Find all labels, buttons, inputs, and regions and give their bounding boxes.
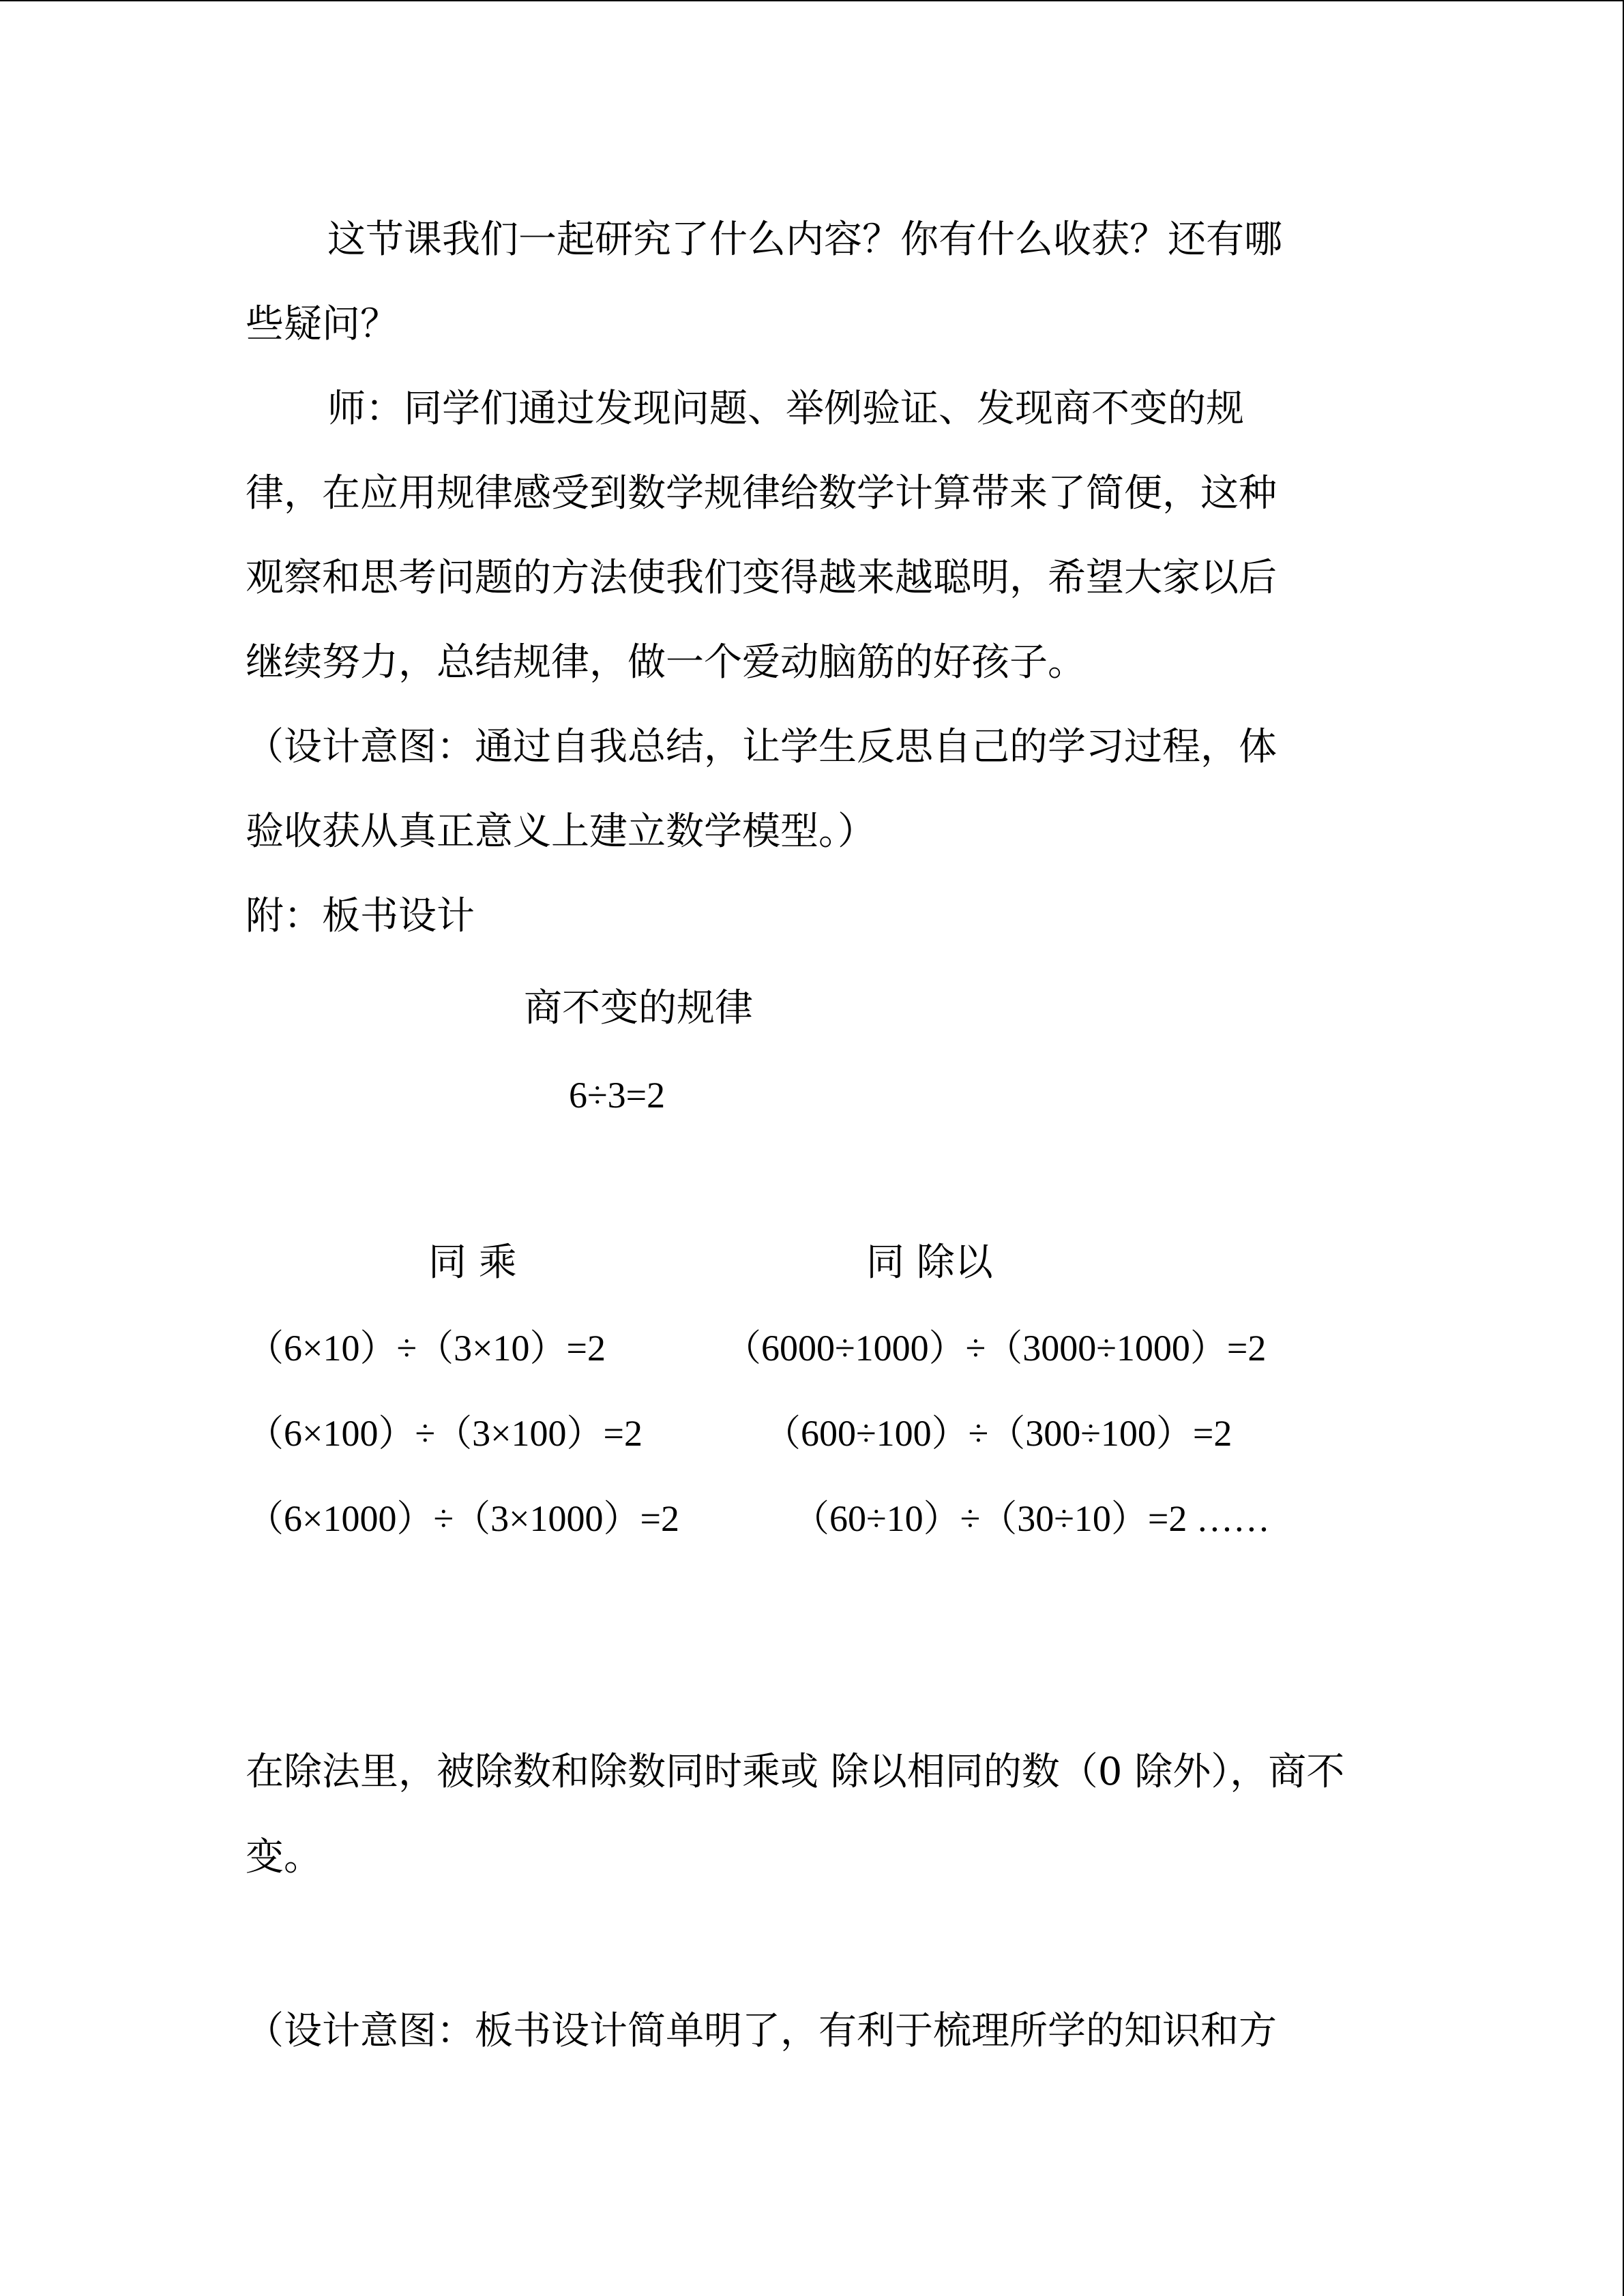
- summary-question-line-1: 这节课我们一起研究了什么内容？你有什么收获？还有哪: [327, 218, 1282, 262]
- teacher-remark-line-4: 继续努力，总结规律，做一个爱动脑筋的好孩子。: [246, 640, 1086, 685]
- appendix-label: 附：板书设计: [246, 894, 475, 938]
- board-divide-row: （6000÷1000）÷（3000÷1000）=2: [724, 1328, 1267, 1369]
- board-multiply-row: （6×100）÷（3×100）=2: [247, 1413, 643, 1454]
- teacher-remark-line-1: 师：同学们通过发现问题、举例验证、发现商不变的规: [327, 387, 1244, 431]
- teacher-remark-line-3: 观察和思考问题的方法使我们变得越来越聪明，希望大家以后: [246, 556, 1277, 600]
- board-divide-header: 同 除以: [866, 1240, 993, 1285]
- design-intent-2-line-1: （设计意图：板书设计简单明了，有利于梳理所学的知识和方: [246, 2009, 1277, 2053]
- board-title: 商不变的规律: [524, 986, 753, 1030]
- rule-line-2: 变。: [246, 1835, 322, 1879]
- board-divide-row: （600÷100）÷（300÷100）=2: [764, 1413, 1232, 1454]
- board-divide-row: （60÷10）÷（30÷10）=2 ……: [793, 1498, 1270, 1539]
- board-multiply-row: （6×1000）÷（3×1000）=2: [247, 1498, 679, 1539]
- design-intent-1-line-1: （设计意图：通过自我总结，让学生反思自己的学习过程，体: [246, 725, 1277, 769]
- board-multiply-row: （6×10）÷（3×10）=2: [247, 1328, 606, 1369]
- rule-line-1: 在除法里，被除数和除数同时乘或 除以相同的数（0 除外），商不: [246, 1750, 1345, 1794]
- board-base-equation: 6÷3=2: [569, 1075, 666, 1116]
- design-intent-1-line-2: 验收获从真正意义上建立数学模型。）: [246, 809, 876, 854]
- summary-question-line-2: 些疑问？: [246, 302, 398, 346]
- teacher-remark-line-2: 律，在应用规律感受到数学规律给数学计算带来了简便，这种: [246, 471, 1277, 516]
- board-multiply-header: 同 乘: [428, 1240, 517, 1285]
